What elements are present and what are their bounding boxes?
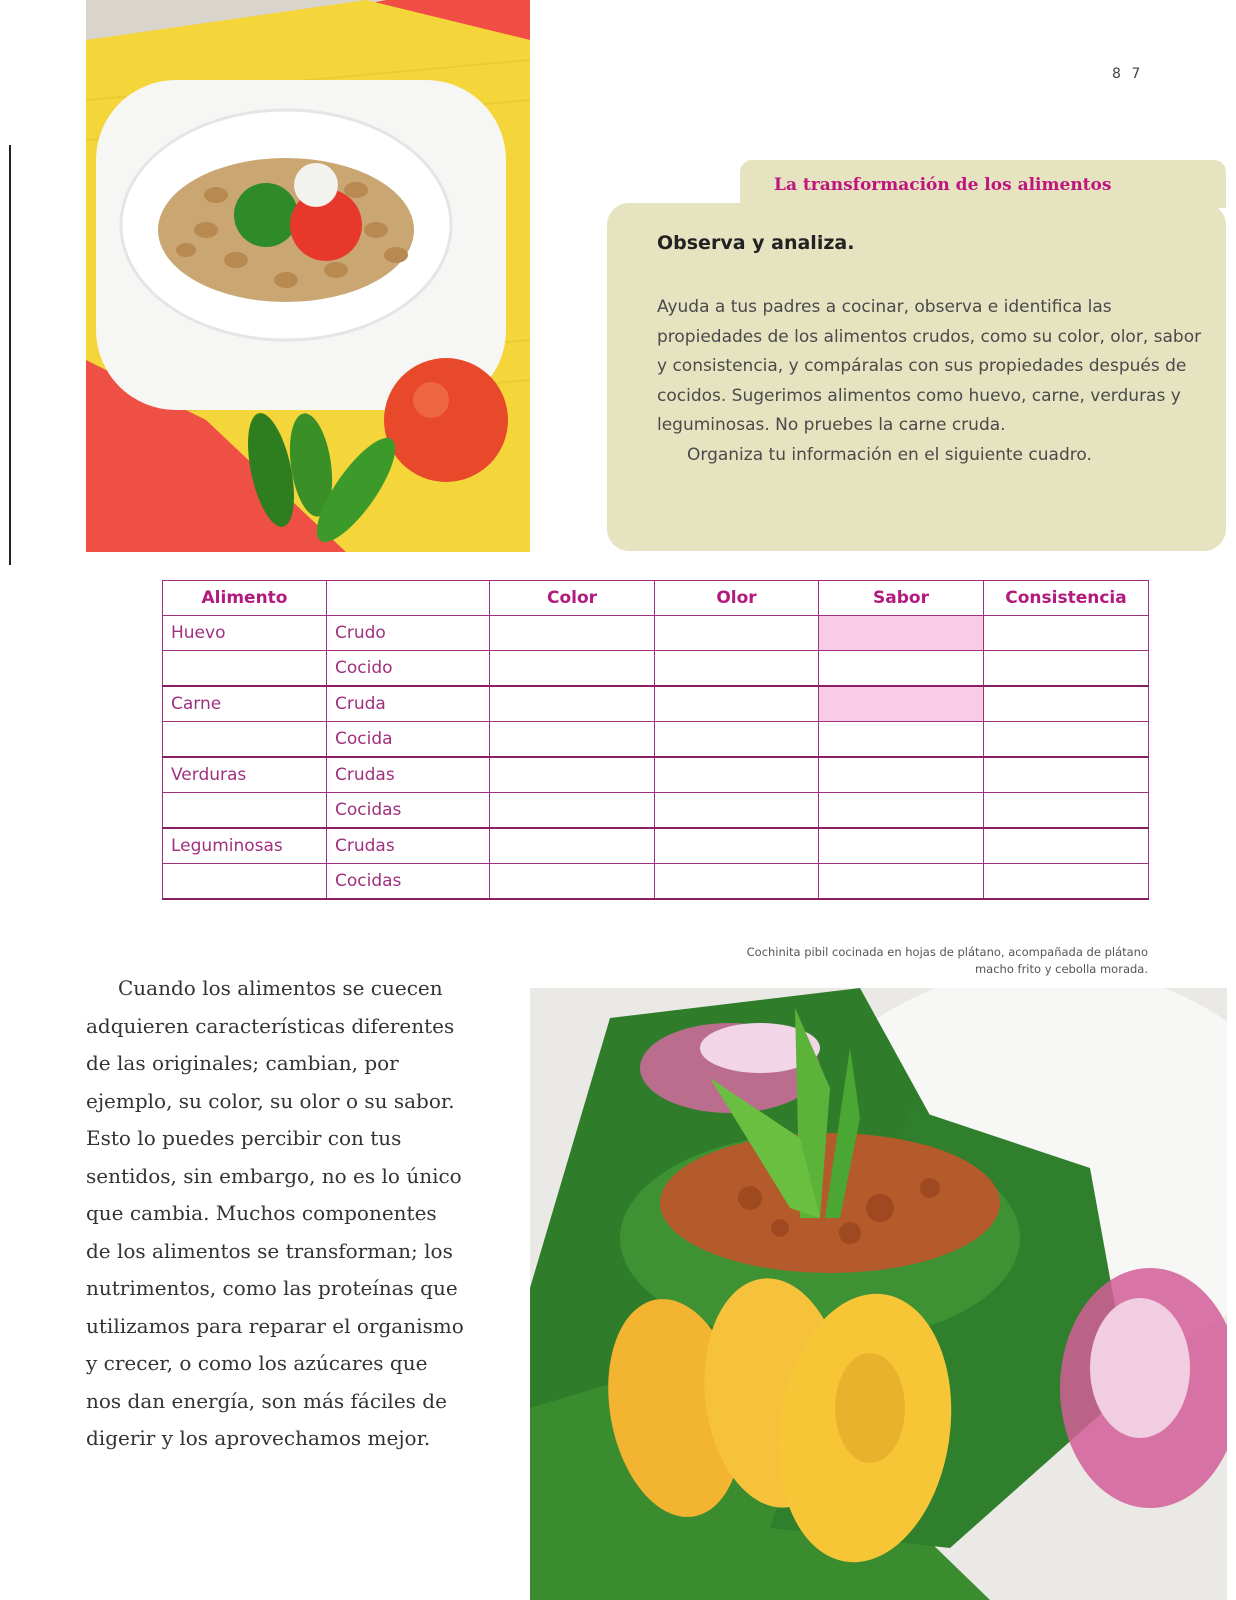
smell-cell[interactable]	[655, 757, 819, 793]
cochinita-pibil-photo	[530, 988, 1227, 1600]
color-cell[interactable]	[490, 616, 655, 651]
consistency-cell[interactable]	[984, 757, 1149, 793]
body-line: Esto lo puedes percibir con tus	[86, 1126, 402, 1150]
smell-cell[interactable]	[655, 616, 819, 651]
food-cell: Carne	[163, 686, 327, 722]
state-cell: Cocido	[327, 651, 490, 687]
photo-caption	[650, 944, 1148, 978]
body-line: digerir y los aprovechamos mejor.	[86, 1426, 431, 1450]
food-properties-table	[162, 580, 1149, 900]
color-cell[interactable]	[490, 828, 655, 864]
activity-paragraph: Ayuda a tus padres a cocinar, observa e identifica las propiedades de los alimentos crudos, como su color, olor, sabor y consistencia, y compáralas con sus propiedades después de cocidos. Sugerimos alimentos como huevo, carne, verduras y leguminosas. No pruebes la carne cruda.	[657, 297, 1202, 436]
consistency-cell[interactable]	[984, 793, 1149, 829]
food-cell	[163, 651, 327, 687]
color-cell[interactable]	[490, 722, 655, 758]
beans-dish-photo	[86, 0, 530, 552]
color-cell[interactable]	[490, 793, 655, 829]
smell-cell[interactable]	[655, 828, 819, 864]
smell-cell[interactable]	[655, 864, 819, 900]
food-cell: Huevo	[163, 616, 327, 651]
activity-instructions	[657, 293, 1202, 471]
consistency-cell[interactable]	[984, 722, 1149, 758]
column-header	[327, 581, 490, 616]
body-line: y crecer, o como los azúcares que	[86, 1351, 428, 1375]
flavor-cell[interactable]	[819, 757, 984, 793]
activity-paragraph: Organiza tu información en el siguiente cuadro.	[687, 444, 1092, 465]
consistency-cell[interactable]	[984, 616, 1149, 651]
body-line: Cuando los alimentos se cuecen	[118, 976, 443, 1000]
caption-line: Cochinita pibil cocinada en hojas de plátano, acompañada de plátano	[746, 945, 1148, 959]
smell-cell[interactable]	[655, 722, 819, 758]
smell-cell[interactable]	[655, 686, 819, 722]
state-cell: Cruda	[327, 686, 490, 722]
color-cell[interactable]	[490, 864, 655, 900]
state-cell: Crudo	[327, 616, 490, 651]
table-row	[163, 828, 1149, 864]
flavor-cell[interactable]	[819, 864, 984, 900]
table-header-row	[163, 581, 1149, 616]
state-cell: Crudas	[327, 757, 490, 793]
flavor-cell[interactable]	[819, 651, 984, 687]
flavor-cell-disabled	[819, 686, 984, 722]
margin-rule	[9, 145, 11, 565]
flavor-cell[interactable]	[819, 828, 984, 864]
food-cell	[163, 722, 327, 758]
body-line: que cambia. Muchos componentes	[86, 1201, 437, 1225]
table-row	[163, 757, 1149, 793]
consistency-cell[interactable]	[984, 686, 1149, 722]
flavor-cell[interactable]	[819, 793, 984, 829]
body-line: de los alimentos se transforman; los	[86, 1238, 453, 1263]
consistency-cell[interactable]	[984, 828, 1149, 864]
column-header: Alimento	[163, 581, 327, 616]
column-header: Olor	[655, 581, 819, 616]
body-line: ejemplo, su color, su olor o su sabor.	[86, 1088, 455, 1113]
table-row	[163, 651, 1149, 687]
column-header: Color	[490, 581, 655, 616]
smell-cell[interactable]	[655, 651, 819, 687]
body-line: nutrimentos, como las proteínas que	[86, 1276, 458, 1300]
body-line: de las originales; cambian, por	[86, 1051, 399, 1075]
table-row	[163, 793, 1149, 829]
activity-heading: Observa y analiza.	[657, 232, 855, 254]
body-line: nos dan energía, son más fáciles de	[86, 1388, 447, 1413]
table-row	[163, 722, 1149, 758]
state-cell: Cocida	[327, 722, 490, 758]
state-cell: Cocidas	[327, 793, 490, 829]
table-row	[163, 616, 1149, 651]
table-row	[163, 686, 1149, 722]
color-cell[interactable]	[490, 651, 655, 687]
body-line: adquieren características diferentes	[86, 1013, 455, 1038]
food-cell: Verduras	[163, 757, 327, 793]
flavor-cell-disabled	[819, 616, 984, 651]
consistency-cell[interactable]	[984, 864, 1149, 900]
color-cell[interactable]	[490, 686, 655, 722]
state-cell: Crudas	[327, 828, 490, 864]
food-cell	[163, 793, 327, 829]
column-header: Consistencia	[984, 581, 1149, 616]
page-number: 8 7	[1112, 66, 1144, 82]
consistency-cell[interactable]	[984, 651, 1149, 687]
caption-line: macho frito y cebolla morada.	[974, 962, 1148, 976]
body-line: utilizamos para reparar el organismo	[86, 1313, 464, 1338]
table-row	[163, 864, 1149, 900]
color-cell[interactable]	[490, 757, 655, 793]
food-cell: Leguminosas	[163, 828, 327, 864]
smell-cell[interactable]	[655, 793, 819, 829]
food-cell	[163, 864, 327, 900]
column-header: Sabor	[819, 581, 984, 616]
body-line: sentidos, sin embargo, no es lo único	[86, 1163, 462, 1188]
state-cell: Cocidas	[327, 864, 490, 900]
body-paragraph	[86, 970, 506, 1458]
flavor-cell[interactable]	[819, 722, 984, 758]
activity-title: La transformación de los alimentos	[774, 175, 1112, 195]
